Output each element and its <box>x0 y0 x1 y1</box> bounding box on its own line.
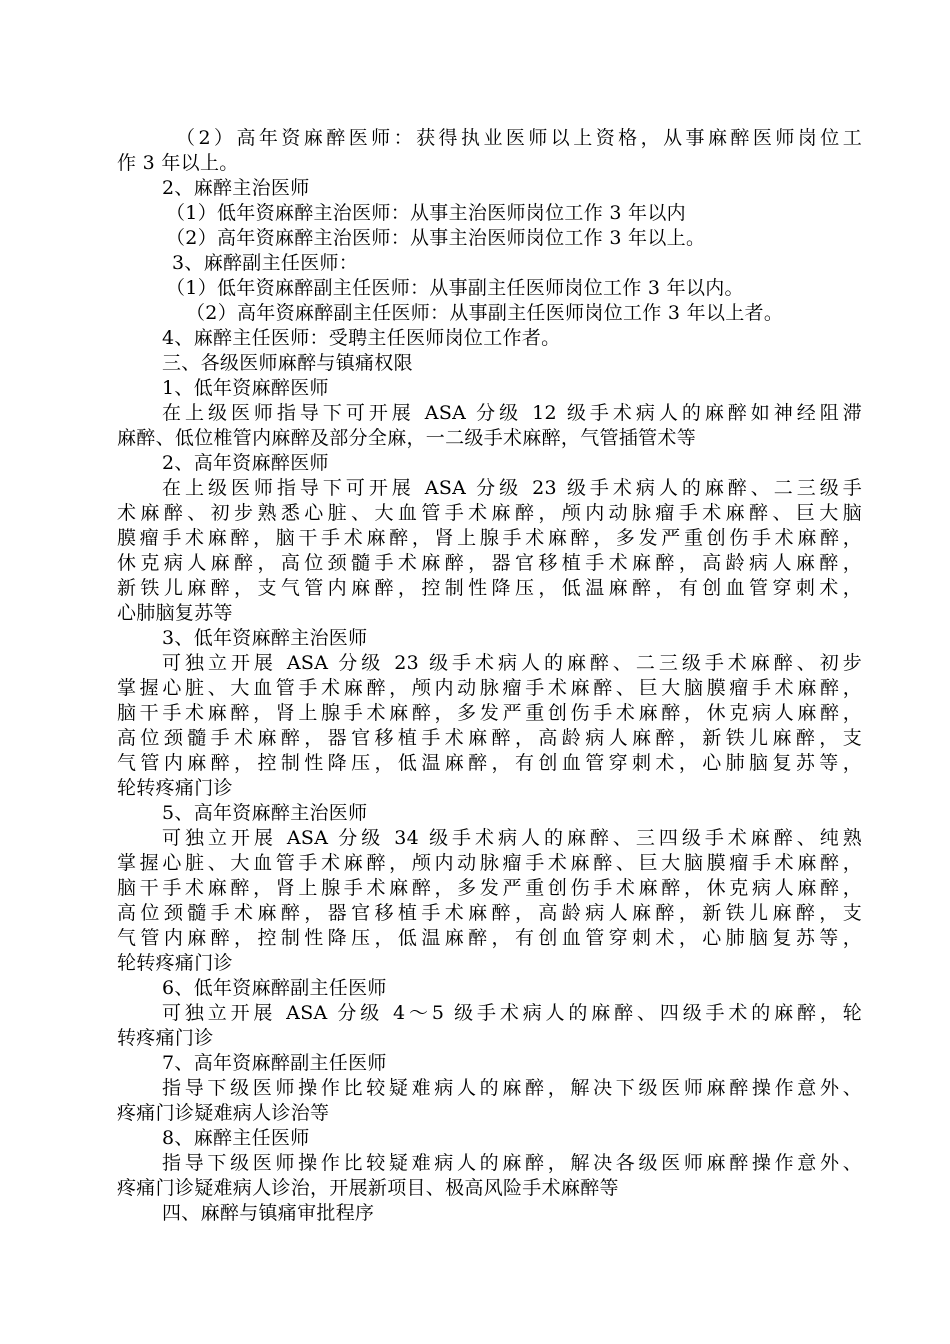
text-line: 轮转疼痛门诊 <box>117 777 233 799</box>
section-heading: 3、低年资麻醉主治医师 <box>162 627 368 649</box>
text-line: 气管内麻醉，控制性降压，低温麻醉，有创血管穿刺术，心肺脑复苏等， <box>117 752 862 774</box>
text-line: 高位颈髓手术麻醉，器官移植手术麻醉，高龄病人麻醉，新铁儿麻醉，支 <box>117 902 862 924</box>
text-line: 气管内麻醉，控制性降压，低温麻醉，有创血管穿刺术，心肺脑复苏等， <box>117 927 862 949</box>
text-line: 脑干手术麻醉，肾上腺手术麻醉，多发严重创伤手术麻醉，休克病人麻醉， <box>117 877 862 899</box>
text-line: 新铁儿麻醉，支气管内麻醉，控制性降压，低温麻醉，有创血管穿刺术， <box>117 577 862 599</box>
text-line: 休克病人麻醉，高位颈髓手术麻醉，器官移植手术麻醉，高龄病人麻醉， <box>117 552 862 574</box>
section-heading: 3、麻醉副主任医师： <box>172 252 359 274</box>
chapter-heading: 三、各级医师麻醉与镇痛权限 <box>162 352 413 374</box>
text-line: 疼痛门诊疑难病人诊治，开展新项目、极高风险手术麻醉等 <box>117 1177 619 1199</box>
text-line: 作 3 年以上。 <box>117 152 239 174</box>
section-heading: 2、高年资麻醉医师 <box>162 452 329 474</box>
text-line: 在上级医师指导下可开展 ASA 分级 12 级手术病人的麻醉如神经阻滞 <box>162 402 862 424</box>
text-line: 术麻醉、初步熟悉心脏、大血管手术麻醉，颅内动脉瘤手术麻醉、巨大脑 <box>117 502 862 524</box>
text-line: （1）低年资麻醉副主任医师：从事副主任医师岗位工作 3 年以内。 <box>166 277 744 299</box>
text-line: 轮转疼痛门诊 <box>117 952 233 974</box>
text-line: 掌握心脏、大血管手术麻醉，颅内动脉瘤手术麻醉、巨大脑膜瘤手术麻醉， <box>117 852 862 874</box>
text-line: 转疼痛门诊 <box>117 1027 214 1049</box>
text-line: 心肺脑复苏等 <box>117 602 233 624</box>
text-line: （2）高年资麻醉主治医师：从事主治医师岗位工作 3 年以上。 <box>166 227 706 249</box>
text-line: 疼痛门诊疑难病人诊治等 <box>117 1102 330 1124</box>
text-line: 脑干手术麻醉，肾上腺手术麻醉，多发严重创伤手术麻醉，休克病人麻醉， <box>117 702 862 724</box>
section-heading: 6、低年资麻醉副主任医师 <box>162 977 387 999</box>
text-line: （2）高年资麻醉副主任医师：从事副主任医师岗位工作 3 年以上者。 <box>186 302 784 324</box>
text-line: 在上级医师指导下可开展 ASA 分级 23 级手术病人的麻醉、二三级手 <box>162 477 862 499</box>
text-line: 可独立开展 ASA 分级 34 级手术病人的麻醉、三四级手术麻醉、纯熟 <box>162 827 862 849</box>
text-line: （1）低年资麻醉主治医师：从事主治医师岗位工作 3 年以内 <box>166 202 686 224</box>
text-line: （2）高年资麻醉医师：获得执业医师以上资格，从事麻醉医师岗位工 <box>176 127 862 149</box>
section-heading: 1、低年资麻醉医师 <box>162 377 329 399</box>
text-line: 可独立开展 ASA 分级 4～5 级手术病人的麻醉、四级手术的麻醉，轮 <box>162 1002 862 1024</box>
text-line: 4、麻醉主任医师：受聘主任医师岗位工作者。 <box>162 327 561 349</box>
section-heading: 8、麻醉主任医师 <box>162 1127 310 1149</box>
section-heading: 7、高年资麻醉副主任医师 <box>162 1052 387 1074</box>
text-line: 高位颈髓手术麻醉，器官移植手术麻醉，高龄病人麻醉，新铁儿麻醉，支 <box>117 727 862 749</box>
text-line: 膜瘤手术麻醉，脑干手术麻醉，肾上腺手术麻醉，多发严重创伤手术麻醉， <box>117 527 862 549</box>
text-line: 麻醉、低位椎管内麻醉及部分全麻，一二级手术麻醉，气管插管术等 <box>117 427 697 449</box>
chapter-heading: 四、麻醉与镇痛审批程序 <box>162 1202 375 1224</box>
text-line: 可独立开展 ASA 分级 23 级手术病人的麻醉、二三级手术麻醉、初步 <box>162 652 862 674</box>
text-line: 掌握心脏、大血管手术麻醉，颅内动脉瘤手术麻醉、巨大脑膜瘤手术麻醉， <box>117 677 862 699</box>
section-heading: 2、麻醉主治医师 <box>162 177 310 199</box>
section-heading: 5、高年资麻醉主治医师 <box>162 802 368 824</box>
text-line: 指导下级医师操作比较疑难病人的麻醉，解决下级医师麻醉操作意外、 <box>162 1077 862 1099</box>
text-line: 指导下级医师操作比较疑难病人的麻醉，解决各级医师麻醉操作意外、 <box>162 1152 862 1174</box>
